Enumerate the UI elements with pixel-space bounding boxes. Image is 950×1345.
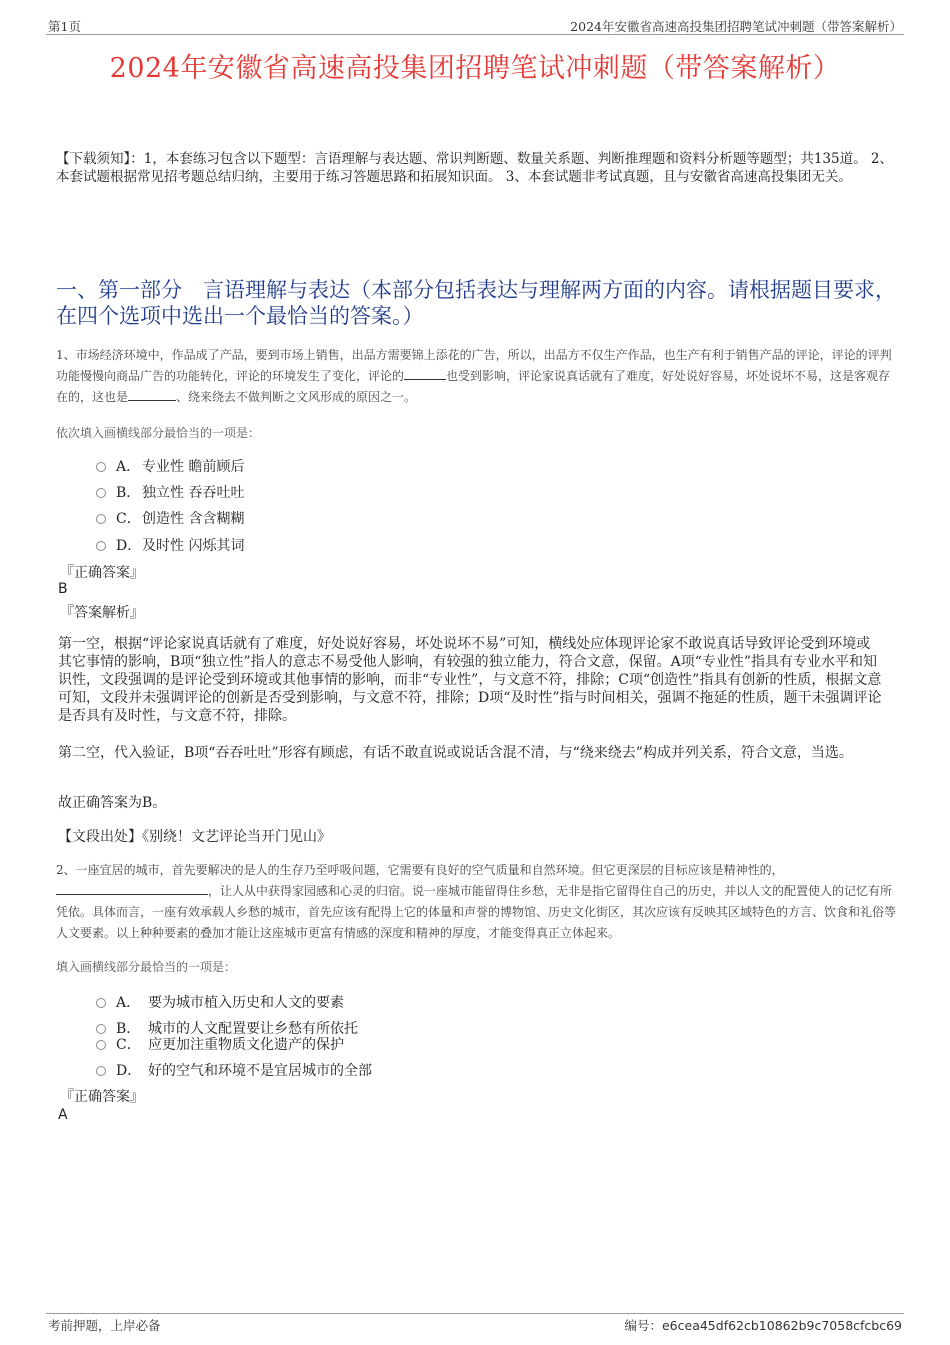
option-key: A． <box>116 995 141 1011</box>
q1-answer-label: 『正确答案』 <box>60 565 144 581</box>
radio-icon[interactable] <box>96 998 106 1008</box>
fill-blank <box>128 399 176 401</box>
option-text: 独立性 吞吞吐吐 <box>142 485 245 501</box>
page-header <box>46 16 904 35</box>
page-footer <box>46 1313 904 1334</box>
footer-slogan: 考前押题，上岸必备 <box>48 1318 161 1333</box>
option-key: C． <box>116 511 141 527</box>
option-text: 专业性 瞻前顾后 <box>142 459 245 475</box>
q2-answer-label: 『正确答案』 <box>60 1089 144 1105</box>
question-2-stem <box>56 860 898 944</box>
code-label: 编号： <box>624 1318 662 1333</box>
section-heading: 一、第一部分 言语理解与表达（本部分包括表达与理解两方面的内容。请根据题目要求，在四个选项中选出一个最恰当的答案。） <box>56 278 896 328</box>
code-value: e6cea45df62cb10862b9c7058cfcbc69 <box>661 1318 902 1333</box>
option-text: 城市的人文配置要让乡愁有所依托 <box>148 1021 358 1037</box>
radio-icon[interactable] <box>96 1040 106 1050</box>
fill-blank <box>404 378 446 380</box>
radio-icon[interactable] <box>96 462 106 472</box>
question-1-stem <box>56 345 898 408</box>
q1-analysis-paragraph-3: 故正确答案为B。 <box>58 795 167 811</box>
q1-option-b[interactable] <box>96 482 244 502</box>
q1-analysis-paragraph-2: 第二空，代入验证，B项“吞吞吐吐”形容有顾虑，有话不敢直说或说话含混不清，与“绕来绕去”构成并列关系，符合文意，当选。 <box>58 745 853 761</box>
q1-answer: B <box>58 581 68 597</box>
q2-answer: A <box>58 1107 68 1123</box>
q1-option-c[interactable] <box>96 508 244 528</box>
document-title: 2024年安徽省高速高投集团招聘笔试冲刺题（带答案解析） <box>109 53 841 84</box>
q2-text-part-b: ，让人从中获得家园感和心灵的归宿。说一座城市能留得住乡愁，无非是指它留得住自己的历史，并以人文的配置使人的记忆有所凭依。具体而言，一座有效承载人乡愁的城市，首先应该有配得上它的体量和声誉的博物馆、历史文化街区，其次应该有反映其区域特色的方言、饮食和礼俗等人文要素。以上种种要素的叠加才能让这座城市更富有情感的深度和精神的厚度，才能变得真正立体起来。 <box>56 884 897 940</box>
option-key: C． <box>116 1037 141 1053</box>
q1-analysis-label: 『答案解析』 <box>60 605 144 621</box>
radio-icon[interactable] <box>96 541 106 551</box>
option-key: B． <box>116 1021 141 1037</box>
option-text: 应更加注重物质文化遗产的保护 <box>148 1037 344 1053</box>
option-key: D． <box>116 1063 142 1079</box>
q1-text-part-a: 1、市场经济环境中，作品成了产品，要到市场上销售，出品方需要锦上添花的广告，所以，出品方不仅生产作品，也生产有利于销售产品的评论，评论的评判功能慢慢向商品广告的功能转化，评论的环境发生了变化，评论的 <box>56 348 892 383</box>
option-text: 好的空气和环境不是宜居城市的全部 <box>148 1063 372 1079</box>
footer-code <box>624 1316 902 1334</box>
option-text: 要为城市植入历史和人文的要素 <box>148 995 344 1011</box>
page-number: 第1页 <box>48 19 81 34</box>
option-key: A． <box>116 459 141 475</box>
q2-option-c[interactable] <box>96 1034 344 1054</box>
radio-icon[interactable] <box>96 488 106 498</box>
option-key: B． <box>116 485 141 501</box>
option-text: 创造性 含含糊糊 <box>142 511 245 527</box>
radio-icon[interactable] <box>96 514 106 524</box>
download-notice: 【下载须知】：1，本套练习包含以下题型：言语理解与表达题、常识判断题、数量关系题、判断推理题和资料分析题等题型；共135道。 2、本套试题根据常见招考题总结归纳，主要用于练习答题思路和拓展知识面。 3、本套试题非考试真题，且与安徽省高速高投集团无关。 <box>56 151 893 185</box>
q1-text-part-b: 也受到影响，评论家说真话就有了难度，好处说好容易，坏处说坏不易，这是客观存在的，这也是 <box>56 369 891 404</box>
q1-source: 【文段出处】《别绕！文艺评论当开门见山》 <box>58 829 331 845</box>
q1-analysis-paragraph-1: 第一空，根据“评论家说真话就有了难度，好处说好容易，坏处说坏不易”可知，横线处应体现评论家不敢说真话导致评论受到环境或其它事情的影响，B项“独立性”指人的意志不易受他人影响，有较强的独立能力，符合文意，保留。A项“专业性”指具有专业水平和知识性，文段强调的是评论受到环境或其他事情的影响，而非“专业性”，与文意不符，排除；C项“创造性”指具有创新的性质，根据文意可知，文段并未强调评论的创新是否受到影响，与文意不符，排除；D项“及时性”指与时间相关，强调不拖延的性质，题干未强调评论是否具有及时性，与文意不符，排除。 <box>58 636 882 724</box>
q1-text-part-c: 、绕来绕去不做判断之文风形成的原因之一。 <box>176 390 417 404</box>
option-key: D． <box>116 538 142 554</box>
q1-option-a[interactable] <box>96 456 244 476</box>
q2-option-a[interactable] <box>96 992 344 1012</box>
q1-instruction: 依次填入画横线部分最恰当的一项是： <box>56 426 261 440</box>
radio-icon[interactable] <box>96 1024 106 1034</box>
q2-option-d[interactable] <box>96 1060 372 1080</box>
header-doc-title: 2024年安徽省高速高投集团招聘笔试冲刺题（带答案解析） <box>570 19 902 34</box>
option-text: 及时性 闪烁其词 <box>142 538 245 554</box>
fill-blank <box>56 893 208 895</box>
radio-icon[interactable] <box>96 1066 106 1076</box>
q1-option-d[interactable] <box>96 535 244 555</box>
q2-text-part-a: 2、一座宜居的城市，首先要解决的是人的生存乃至呼吸问题，它需要有良好的空气质量和自然环境。但它更深层的目标应该是精神性的， <box>56 863 784 877</box>
q2-instruction: 填入画横线部分最恰当的一项是： <box>56 960 237 974</box>
